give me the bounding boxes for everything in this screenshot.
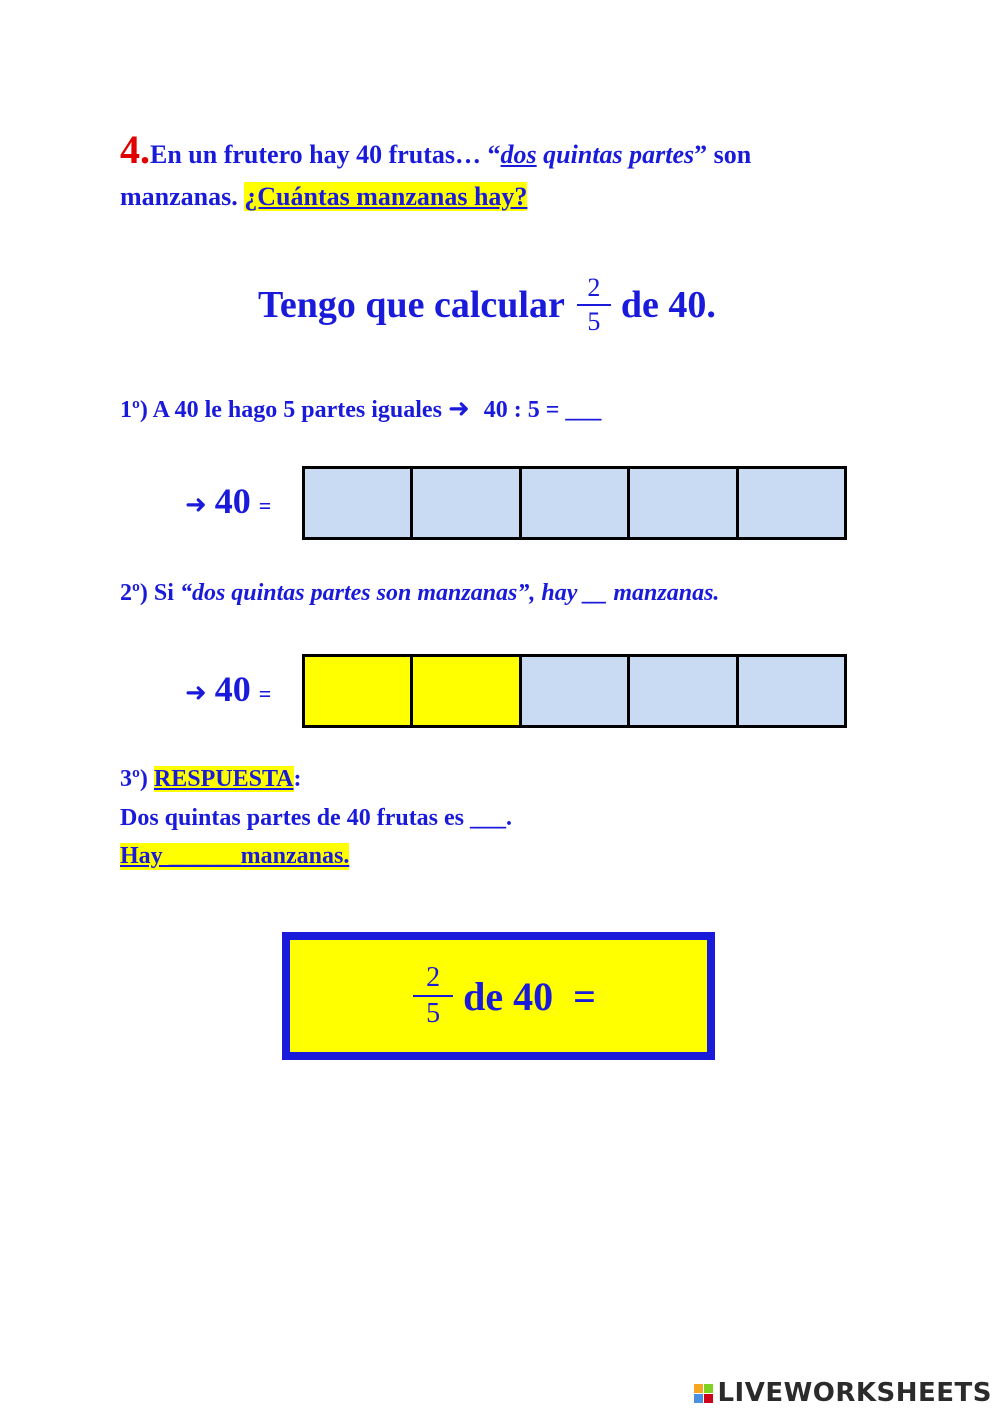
fraction-bar-2 bbox=[302, 654, 847, 728]
logo-text: LIVEWORKSHEETS bbox=[717, 1378, 992, 1408]
step-2 bbox=[120, 580, 719, 607]
step-3-heading bbox=[120, 766, 302, 793]
question-highlight: ¿Cuántas manzanas hay? bbox=[244, 182, 528, 211]
logo-mark-icon bbox=[694, 1384, 713, 1403]
step-3-colon: : bbox=[293, 766, 302, 792]
question-line-2 bbox=[120, 182, 527, 212]
calc-denominator: 5 bbox=[587, 307, 601, 336]
fraction-bar bbox=[413, 995, 453, 997]
calc-fraction bbox=[577, 274, 611, 336]
question-number: 4. bbox=[120, 127, 150, 172]
question-text-a: En un frutero hay 40 frutas… “ bbox=[150, 140, 501, 169]
calc-numerator: 2 bbox=[587, 273, 601, 302]
question-line-1 bbox=[120, 126, 751, 173]
bar-cell bbox=[305, 469, 413, 537]
step-1-text: 1º) A 40 le hago 5 partes iguales bbox=[120, 397, 442, 423]
question-text-dos: dos bbox=[500, 140, 537, 169]
bar-cell bbox=[739, 657, 844, 725]
step-2-text: “dos quintas partes son manzanas”, hay __ manzanas. bbox=[179, 580, 720, 606]
calc-suffix: de 40. bbox=[620, 284, 716, 326]
question-text-manzanas: manzanas. bbox=[120, 182, 245, 211]
calc-prefix: Tengo que calcular bbox=[258, 284, 565, 326]
bar-cell bbox=[522, 657, 630, 725]
answer-box bbox=[282, 932, 715, 1060]
step-3-line-1: Dos quintas partes de 40 frutas es ___. bbox=[120, 805, 513, 831]
step-3-prefix: 3º) bbox=[120, 766, 154, 792]
question-text-quintas: quintas partes bbox=[536, 140, 695, 169]
answer-numerator: 2 bbox=[426, 962, 441, 993]
bar-cell bbox=[522, 469, 630, 537]
bar-cell bbox=[630, 657, 738, 725]
arrow-right-icon: ➜ bbox=[185, 490, 207, 520]
bar-2-value: 40 bbox=[214, 669, 251, 709]
fraction-bar-1 bbox=[302, 466, 847, 540]
step-1 bbox=[120, 394, 601, 424]
bar-2-equals: = bbox=[258, 681, 272, 706]
bar-1-label bbox=[185, 480, 271, 522]
arrow-right-icon: ➜ bbox=[185, 678, 207, 708]
question-text-son: ” son bbox=[694, 140, 752, 169]
bar-cell-highlighted bbox=[305, 657, 413, 725]
calc-statement bbox=[258, 274, 716, 336]
bar-cell bbox=[630, 469, 738, 537]
bar-1-equals: = bbox=[258, 493, 272, 518]
respuesta-label: RESPUESTA bbox=[153, 766, 294, 792]
answer-denominator: 5 bbox=[426, 998, 441, 1029]
bar-cell bbox=[739, 469, 844, 537]
step-2-prefix: 2º) Si bbox=[120, 580, 180, 606]
step-3-line-2: Hay ______manzanas. bbox=[120, 843, 350, 869]
arrow-right-icon: ➜ bbox=[447, 394, 470, 424]
bar-cell-highlighted bbox=[413, 657, 521, 725]
bar-2-label bbox=[185, 668, 271, 710]
step-1-division: 40 : 5 = ___ bbox=[477, 397, 602, 423]
bar-1-value: 40 bbox=[214, 481, 251, 521]
bar-cell bbox=[413, 469, 521, 537]
fraction-bar bbox=[577, 304, 611, 306]
liveworksheets-logo bbox=[694, 1378, 992, 1408]
answer-text: de 40 = bbox=[463, 973, 596, 1019]
answer-fraction bbox=[413, 963, 453, 1029]
